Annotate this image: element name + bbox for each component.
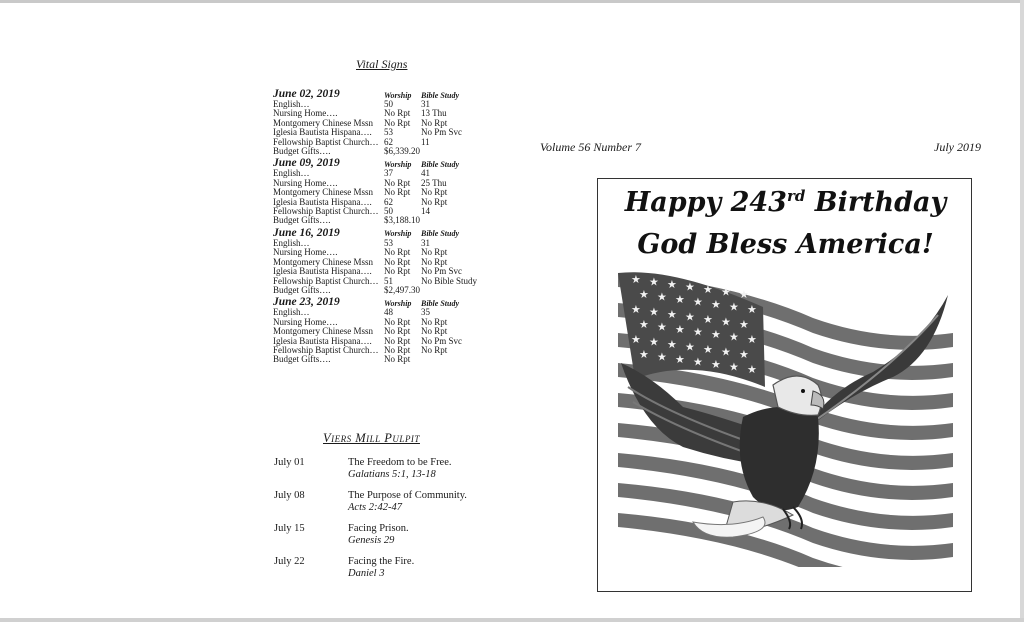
worship-value: No Rpt: [384, 354, 411, 365]
bible-study-value: No Pm Svc: [421, 266, 463, 277]
worship-value: No Rpt: [384, 187, 411, 198]
flag-star: ★: [711, 359, 721, 371]
row-label: Nursing Home….: [273, 109, 338, 119]
flag-star: ★: [721, 286, 731, 299]
flag-star: ★: [667, 279, 677, 291]
headline-text-end: Birthday: [805, 187, 947, 218]
flag-star: ★: [649, 276, 659, 289]
flag-star: ★: [711, 299, 721, 311]
flag-star: ★: [729, 301, 739, 314]
week-header: [273, 227, 513, 239]
worship-value: No Rpt: [384, 326, 411, 337]
week-date: June 09, 2019: [273, 157, 340, 170]
attendance-row: [273, 267, 513, 276]
flag-star: ★: [649, 336, 659, 349]
eagle-flag-illustration: [613, 267, 958, 567]
row-label: English…: [273, 169, 310, 179]
flag-star: ★: [747, 334, 757, 346]
row-label: Montgomery Chinese Mssn: [273, 118, 373, 128]
bible-study-value: 11: [421, 136, 430, 147]
flag-star: ★: [685, 281, 695, 294]
flag-star: ★: [675, 354, 685, 366]
sermon-schedule: [274, 457, 534, 589]
pulpit-title: Viers Mill Pulpit: [323, 431, 420, 445]
bible-study-value: No Rpt: [421, 247, 448, 258]
week-date: June 02, 2019: [273, 88, 340, 100]
sermon-item: [274, 556, 534, 580]
flag-star: ★: [667, 309, 677, 321]
flag-star: ★: [721, 346, 731, 359]
bible-study-value: 41: [421, 168, 430, 179]
scripture-reference: Daniel 3: [348, 568, 385, 579]
worship-value: No Rpt: [384, 316, 411, 327]
bible-study-value: No Rpt: [421, 187, 448, 198]
flag-star: ★: [649, 306, 659, 319]
vital-signs-table: [273, 87, 513, 365]
bible-study-value: 31: [421, 99, 430, 109]
sermon-item: [274, 523, 534, 547]
worship-value: No Rpt: [384, 108, 411, 119]
worship-value: No Rpt: [384, 117, 411, 128]
row-label: Iglesia Bautista Hispana….: [273, 197, 372, 207]
row-label: Montgomery Chinese Mssn: [273, 188, 373, 198]
scripture-reference: Acts 2:42-47: [348, 502, 402, 513]
attendance-row: [273, 198, 513, 207]
sermon-date: July 22: [274, 556, 305, 567]
worship-value: No Rpt: [384, 177, 411, 188]
bible-study-value: No Rpt: [421, 344, 448, 355]
sermon-title: The Purpose of Community.: [348, 490, 467, 501]
sermon-title: Facing the Fire.: [348, 556, 415, 567]
flag-star: ★: [657, 291, 667, 304]
week-header: [273, 88, 513, 100]
bible-study-value: 25 Thu: [421, 177, 447, 188]
page-edge-top: [0, 0, 1024, 3]
bible-study-column-header: Bible Study: [421, 229, 460, 239]
row-label: Budget Gifts….: [273, 147, 331, 157]
row-label: English…: [273, 238, 310, 248]
attendance-row: [273, 119, 513, 128]
bible-study-column-header: Bible Study: [421, 298, 460, 308]
week-header: [273, 157, 513, 169]
scripture-reference: Galatians 5:1, 13-18: [348, 469, 436, 480]
flag-star: ★: [639, 349, 649, 361]
bible-study-column-header: Bible Study: [421, 90, 460, 100]
page-edge-bottom: [0, 618, 1024, 622]
bible-study-value: 14: [421, 206, 430, 217]
worship-value: 50: [384, 206, 393, 217]
worship-value: 50: [384, 99, 393, 109]
flag-star: ★: [693, 356, 703, 369]
flag-star: ★: [639, 319, 649, 331]
flag-star: ★: [747, 364, 757, 376]
attendance-row: [273, 128, 513, 137]
flag-star: ★: [657, 321, 667, 334]
worship-value: No Rpt: [384, 256, 411, 267]
worship-value: No Rpt: [384, 335, 411, 346]
sermon-date: July 15: [274, 523, 305, 534]
birthday-card: [597, 178, 972, 592]
week-date: June 16, 2019: [273, 226, 340, 239]
row-label: Budget Gifts….: [273, 216, 331, 226]
flag-star: ★: [631, 304, 641, 316]
sermon-date: July 08: [274, 490, 305, 501]
sermon-item: [274, 457, 534, 481]
worship-value: $2,497.30: [384, 284, 420, 295]
flag-star: ★: [675, 294, 685, 306]
row-label: English…: [273, 100, 310, 109]
worship-column-header: Worship: [384, 90, 412, 100]
worship-value: No Rpt: [384, 266, 411, 277]
row-label: Montgomery Chinese Mssn: [273, 327, 373, 337]
flag-star: ★: [747, 304, 757, 316]
worship-value: 62: [384, 136, 393, 147]
row-label: Nursing Home….: [273, 317, 338, 327]
row-label: Budget Gifts….: [273, 285, 331, 295]
flag-star: ★: [721, 316, 731, 329]
attendance-row: [273, 286, 513, 295]
worship-column-header: Worship: [384, 298, 412, 308]
worship-value: 37: [384, 168, 393, 179]
bible-study-value: No Rpt: [421, 196, 448, 207]
worship-value: 53: [384, 127, 393, 138]
worship-value: No Rpt: [384, 247, 411, 258]
row-label: Iglesia Bautista Hispana….: [273, 128, 372, 138]
flag-star: ★: [739, 319, 749, 331]
issue-month: July 2019: [934, 140, 981, 154]
bible-study-value: No Rpt: [421, 117, 448, 128]
attendance-row: [273, 355, 513, 364]
flag-star: ★: [729, 331, 739, 344]
row-label: Fellowship Baptist Church…: [273, 276, 379, 286]
sermon-date: July 01: [274, 457, 305, 468]
attendance-row: [273, 216, 513, 225]
bible-study-value: No Pm Svc: [421, 127, 463, 138]
flag-star: ★: [657, 351, 667, 364]
worship-column-header: Worship: [384, 229, 412, 239]
flag-star: ★: [631, 274, 641, 286]
worship-value: 62: [384, 196, 393, 207]
bible-study-value: No Rpt: [421, 256, 448, 267]
bible-study-value: 13 Thu: [421, 108, 447, 119]
flag-star: ★: [693, 326, 703, 339]
worship-value: 53: [384, 237, 393, 248]
week-date: June 23, 2019: [273, 296, 340, 309]
sermon-title: The Freedom to be Free.: [348, 457, 452, 468]
flag-star: ★: [675, 324, 685, 336]
bible-study-value: No Bible Study: [421, 275, 478, 286]
worship-value: 51: [384, 275, 393, 286]
row-label: Nursing Home….: [273, 248, 338, 258]
flag-star: ★: [685, 311, 695, 324]
attendance-row: [273, 188, 513, 197]
page-edge-right: [1020, 0, 1024, 622]
worship-value: $3,188.10: [384, 215, 420, 226]
card-headline-1: [598, 187, 972, 218]
week-header: [273, 296, 513, 308]
scripture-reference: Genesis 29: [348, 535, 395, 546]
flag-star: ★: [693, 296, 703, 309]
flag-star: ★: [711, 329, 721, 341]
bible-study-value: No Rpt: [421, 326, 448, 337]
row-label: Nursing Home….: [273, 178, 338, 188]
worship-value: $6,339.20: [384, 146, 420, 157]
flag-star: ★: [739, 289, 749, 301]
row-label: Montgomery Chinese Mssn: [273, 257, 373, 267]
bible-study-value: 31: [421, 237, 430, 248]
row-label: Fellowship Baptist Church…: [273, 345, 379, 355]
flag-star: ★: [667, 339, 677, 351]
vital-signs-title: Vital Signs: [356, 57, 408, 71]
row-label: English…: [273, 308, 310, 318]
flag-star: ★: [703, 314, 713, 326]
row-label: Fellowship Baptist Church…: [273, 207, 379, 217]
flag-star: ★: [729, 361, 739, 374]
flag-star: ★: [639, 289, 649, 301]
row-label: Iglesia Bautista Hispana….: [273, 267, 372, 277]
headline-text: Happy 243: [624, 187, 787, 218]
bible-study-column-header: Bible Study: [421, 160, 460, 170]
headline-superscript: rd: [786, 187, 806, 205]
flag-star: ★: [703, 284, 713, 296]
card-headline-2: God Bless America!: [637, 229, 934, 260]
bible-study-value: No Rpt: [421, 316, 448, 327]
row-label: Budget Gifts….: [273, 355, 331, 365]
attendance-row: [273, 147, 513, 156]
volume-number: Volume 56 Number 7: [540, 140, 641, 154]
worship-value: No Rpt: [384, 344, 411, 355]
flag-star: ★: [703, 344, 713, 356]
bible-study-value: 35: [421, 307, 430, 318]
sermon-item: [274, 490, 534, 514]
row-label: Fellowship Baptist Church…: [273, 137, 379, 147]
bible-study-value: No Pm Svc: [421, 335, 463, 346]
flag-star: ★: [739, 349, 749, 361]
worship-column-header: Worship: [384, 160, 412, 170]
sermon-title: Facing Prison.: [348, 523, 409, 534]
flag-star: ★: [685, 341, 695, 354]
row-label: Iglesia Bautista Hispana….: [273, 336, 372, 346]
flag-star: ★: [631, 334, 641, 346]
worship-value: 48: [384, 307, 393, 318]
